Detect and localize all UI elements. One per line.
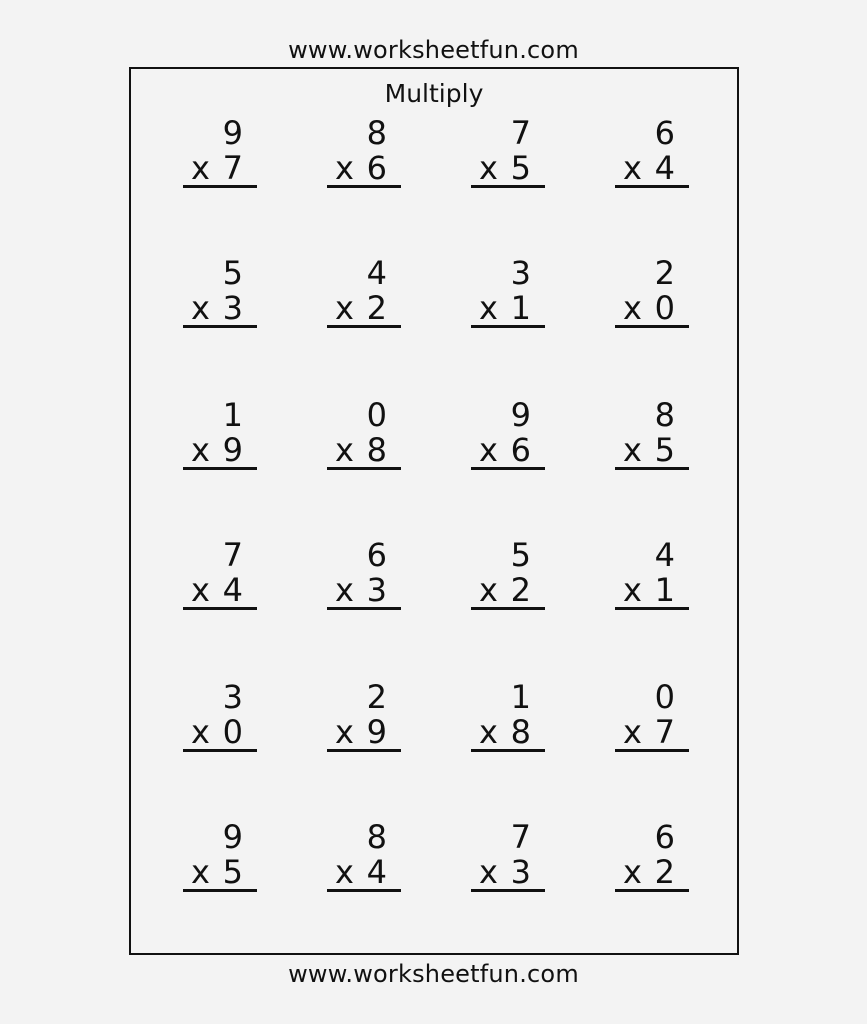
problem-multiplier: 6 — [366, 149, 387, 187]
multiply-operator: x — [479, 289, 498, 327]
answer-line — [615, 749, 689, 752]
answer-line — [327, 325, 401, 328]
problem-multiplier: 3 — [510, 853, 531, 891]
multiplication-problem — [183, 396, 257, 469]
problem-multiplicand: 2 — [366, 678, 387, 716]
problem-multiplier: 9 — [366, 713, 387, 751]
problem-multiplicand: 7 — [222, 536, 243, 574]
problem-multiplier-row — [471, 714, 545, 750]
multiplication-problem — [471, 396, 545, 469]
multiply-operator: x — [623, 571, 642, 609]
multiplication-problem — [327, 678, 401, 751]
problem-multiplicand: 6 — [366, 536, 387, 574]
problem-multiplier-row — [615, 714, 689, 750]
multiplication-problem — [471, 678, 545, 751]
problem-multiplier: 2 — [510, 571, 531, 609]
problem-multiplier: 7 — [654, 713, 675, 751]
problem-multiplier: 1 — [654, 571, 675, 609]
problem-multiplier-row — [471, 572, 545, 608]
problem-multiplier: 5 — [510, 149, 531, 187]
answer-line — [471, 467, 545, 470]
problem-multiplier-row — [183, 854, 257, 890]
problem-multiplier: 3 — [366, 571, 387, 609]
problem-multiplier: 5 — [222, 853, 243, 891]
multiply-operator: x — [479, 571, 498, 609]
multiply-operator: x — [335, 853, 354, 891]
worksheet-title: Multiply — [384, 79, 484, 108]
problem-multiplicand: 5 — [510, 536, 531, 574]
multiplication-problem — [183, 818, 257, 891]
problem-multiplier-row — [615, 150, 689, 186]
multiply-operator: x — [623, 713, 642, 751]
problem-multiplier-row — [183, 290, 257, 326]
answer-line — [615, 467, 689, 470]
problem-multiplier-row — [615, 854, 689, 890]
problem-multiplier-row — [471, 150, 545, 186]
multiply-operator: x — [623, 149, 642, 187]
multiply-operator: x — [479, 713, 498, 751]
multiply-operator: x — [623, 853, 642, 891]
multiply-operator: x — [191, 431, 210, 469]
multiplication-problem — [615, 396, 689, 469]
multiply-operator: x — [191, 289, 210, 327]
problem-multiplicand: 1 — [222, 396, 243, 434]
problem-multiplier: 1 — [510, 289, 531, 327]
multiply-operator: x — [335, 571, 354, 609]
problem-multiplicand: 9 — [222, 114, 243, 152]
problem-multiplier-row — [327, 714, 401, 750]
answer-line — [615, 325, 689, 328]
multiplication-problem — [183, 114, 257, 187]
problem-multiplicand: 8 — [654, 396, 675, 434]
multiply-operator: x — [479, 431, 498, 469]
problem-multiplicand: 4 — [366, 254, 387, 292]
problem-multiplier: 8 — [510, 713, 531, 751]
multiplication-problem — [327, 254, 401, 327]
multiply-operator: x — [191, 571, 210, 609]
answer-line — [471, 749, 545, 752]
problem-multiplier: 9 — [222, 431, 243, 469]
problem-multiplier: 4 — [366, 853, 387, 891]
problem-multiplicand: 9 — [222, 818, 243, 856]
problem-multiplier-row — [327, 854, 401, 890]
multiply-operator: x — [623, 431, 642, 469]
problem-multiplier: 7 — [222, 149, 243, 187]
problem-multiplier-row — [471, 290, 545, 326]
answer-line — [183, 185, 257, 188]
worksheet-frame — [129, 67, 739, 955]
problem-multiplicand: 9 — [510, 396, 531, 434]
problem-multiplier-row — [327, 290, 401, 326]
multiplication-problem — [615, 114, 689, 187]
answer-line — [471, 185, 545, 188]
problem-multiplicand: 2 — [654, 254, 675, 292]
multiply-operator: x — [479, 149, 498, 187]
problem-multiplier-row — [183, 432, 257, 468]
problem-multiplier: 0 — [654, 289, 675, 327]
multiplication-problem — [615, 254, 689, 327]
problem-multiplicand: 6 — [654, 818, 675, 856]
multiplication-problem — [471, 114, 545, 187]
problem-multiplier-row — [327, 150, 401, 186]
problem-multiplicand: 4 — [654, 536, 675, 574]
answer-line — [615, 185, 689, 188]
problem-multiplicand: 7 — [510, 114, 531, 152]
problem-multiplier-row — [615, 572, 689, 608]
multiply-operator: x — [191, 853, 210, 891]
problem-multiplicand: 3 — [222, 678, 243, 716]
problem-multiplier-row — [471, 432, 545, 468]
problem-multiplier: 4 — [654, 149, 675, 187]
answer-line — [471, 607, 545, 610]
answer-line — [327, 889, 401, 892]
multiplication-problem — [615, 818, 689, 891]
answer-line — [183, 749, 257, 752]
multiplication-problem — [327, 114, 401, 187]
answer-line — [327, 467, 401, 470]
multiplication-problem — [615, 536, 689, 609]
problem-multiplicand: 8 — [366, 818, 387, 856]
problem-multiplier-row — [183, 150, 257, 186]
problem-multiplier: 0 — [222, 713, 243, 751]
answer-line — [183, 607, 257, 610]
answer-line — [471, 325, 545, 328]
multiplication-problem — [471, 818, 545, 891]
problem-multiplier: 2 — [654, 853, 675, 891]
problem-multiplicand: 6 — [654, 114, 675, 152]
site-url-header: www.worksheetfun.com — [288, 36, 579, 64]
problem-multiplier: 3 — [222, 289, 243, 327]
multiplication-problem — [471, 254, 545, 327]
answer-line — [183, 889, 257, 892]
problem-multiplicand: 8 — [366, 114, 387, 152]
problem-multiplier: 2 — [366, 289, 387, 327]
multiplication-problem — [327, 818, 401, 891]
answer-line — [615, 607, 689, 610]
problem-multiplier-row — [471, 854, 545, 890]
problem-multiplicand: 3 — [510, 254, 531, 292]
problem-multiplicand: 0 — [654, 678, 675, 716]
multiply-operator: x — [335, 431, 354, 469]
answer-line — [327, 607, 401, 610]
problem-multiplier: 8 — [366, 431, 387, 469]
site-url-footer: www.worksheetfun.com — [288, 960, 579, 988]
multiply-operator: x — [623, 289, 642, 327]
problem-multiplicand: 0 — [366, 396, 387, 434]
multiply-operator: x — [191, 149, 210, 187]
answer-line — [183, 325, 257, 328]
multiplication-problem — [183, 536, 257, 609]
multiplication-problem — [183, 254, 257, 327]
problem-multiplier-row — [327, 432, 401, 468]
answer-line — [327, 185, 401, 188]
multiply-operator: x — [191, 713, 210, 751]
problem-multiplier: 4 — [222, 571, 243, 609]
multiply-operator: x — [479, 853, 498, 891]
problem-multiplier-row — [615, 290, 689, 326]
answer-line — [615, 889, 689, 892]
problem-multiplier-row — [183, 572, 257, 608]
problem-multiplier-row — [615, 432, 689, 468]
problem-multiplicand: 5 — [222, 254, 243, 292]
answer-line — [183, 467, 257, 470]
answer-line — [327, 749, 401, 752]
problem-multiplicand: 7 — [510, 818, 531, 856]
problem-multiplicand: 1 — [510, 678, 531, 716]
problem-grid — [131, 69, 737, 953]
multiplication-problem — [615, 678, 689, 751]
multiplication-problem — [471, 536, 545, 609]
multiplication-problem — [327, 396, 401, 469]
multiply-operator: x — [335, 289, 354, 327]
problem-multiplier: 5 — [654, 431, 675, 469]
problem-multiplier-row — [327, 572, 401, 608]
multiplication-problem — [183, 678, 257, 751]
problem-multiplier: 6 — [510, 431, 531, 469]
multiply-operator: x — [335, 713, 354, 751]
problem-multiplier-row — [183, 714, 257, 750]
answer-line — [471, 889, 545, 892]
multiply-operator: x — [335, 149, 354, 187]
multiplication-problem — [327, 536, 401, 609]
